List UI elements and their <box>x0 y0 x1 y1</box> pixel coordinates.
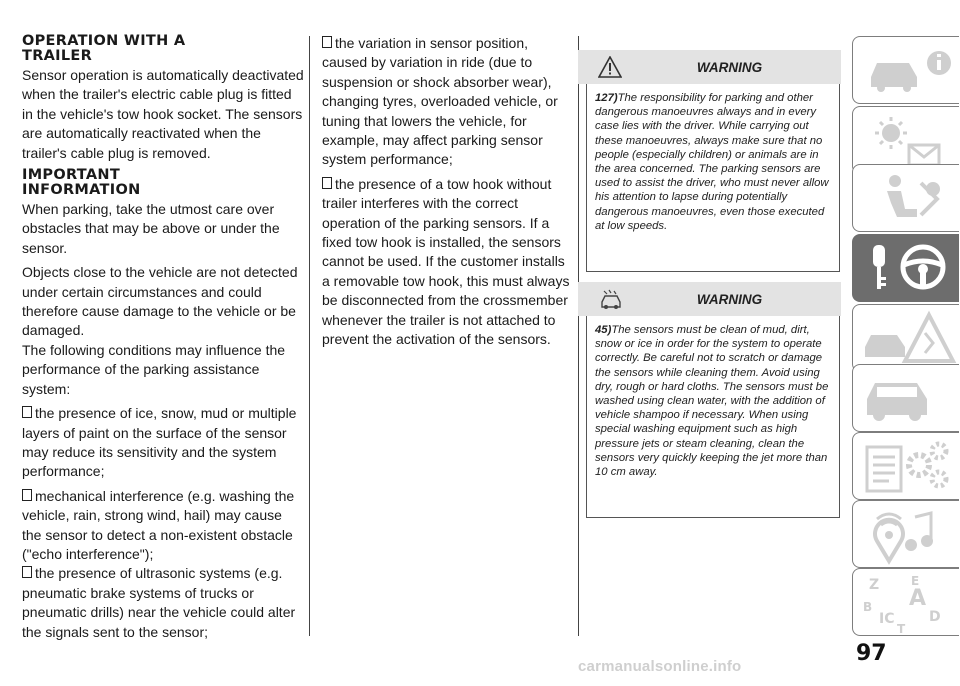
paragraph-trailer-operation: Sensor operation is automatically deactivated when the trailer's electric cable plug is fitted in the vehicle's tow hook socket. The sensors are automatically reactivated when the trailer's cable plug is removed. <box>22 67 304 161</box>
svg-text:E: E <box>911 574 920 588</box>
bullet-ice-text: the presence of ice, snow, mud or multiple layers of paint on the surface of the sensor may reduce its sensitivity and the system performance; <box>22 405 297 480</box>
tab-index[interactable] <box>852 568 959 636</box>
warning-text: The sensors must be clean of mud, dirt, snow or ice in order for the system to operate correctly. Be careful not to scratch or damage the sensors while cleaning them. Avoid using dry, rough or hard cloths. The sensors must be washed using clean water, with the addition of vehicle shampoo if necessary. When using special washing equipment such as high pressure jets or steam cleaning, clean the sensors very quickly keeping the jet more than 10 cm away. <box>595 324 829 479</box>
column-divider <box>578 36 579 636</box>
tab-technical-data[interactable] <box>852 432 959 500</box>
bullet-item <box>22 564 304 642</box>
heading-operation-with-trailer: OPERATION WITH A TRAILER <box>22 33 186 64</box>
warning-title: WARNING <box>696 60 763 75</box>
tab-starting-driving[interactable] <box>852 234 959 302</box>
car-info-icon <box>859 41 959 101</box>
paragraph-objects-not-detected: Objects close to the vehicle are not detected under certain circumstances and could therefore cause damage to the vehicle or be damaged. <box>22 264 298 339</box>
bullet-mechanical-text: mechanical interference (e.g. washing the vehicle, rain, strong wind, hail) may cause the sensor to detect a non-existent obstacle ("echo interference"); <box>22 487 295 562</box>
svg-text:IC: IC <box>879 611 895 627</box>
checkbox-bullet-icon <box>22 406 32 418</box>
column-divider <box>309 36 310 636</box>
checkbox-bullet-icon <box>322 177 332 189</box>
bullet-item <box>322 175 570 350</box>
warning-box <box>586 316 840 518</box>
tab-maintenance[interactable] <box>852 364 959 432</box>
tab-car-info[interactable] <box>852 36 959 104</box>
heading-important-information: IMPORTANT INFORMATION <box>22 167 141 199</box>
warning-title: WARNING <box>696 292 763 307</box>
specs-gears-icon <box>859 437 959 497</box>
bullet-ultrasonic-text: the presence of ultrasonic systems (e.g. pneumatic brake systems of trucks or pneumatic drills) near the vehicle could alter the signals sent to the sensor; <box>22 565 296 640</box>
warning-header <box>578 282 841 316</box>
index-letters-icon <box>859 573 959 633</box>
svg-text:T: T <box>897 622 906 633</box>
car-service-icon <box>859 369 959 429</box>
svg-text:B: B <box>863 600 873 614</box>
page-number: 97 <box>856 641 887 666</box>
warning-text: The responsibility for parking and other dangerous manoeuvres always and in every case lies with the driver. While carrying out these manoeuvres, always make sure that no people (especially children) or animals are in the area concerned. The parking sensors are used to assist the driver, who must never allow his attention to lapse during potentially dangerous manoeuvres, even those executed at low speeds. <box>595 92 829 232</box>
paragraph-parking-care: When parking, take the utmost care over obstacles that may be above or under the sensor. <box>22 201 280 256</box>
left-column <box>22 34 304 647</box>
tab-safety[interactable] <box>852 164 959 232</box>
warning-number: 45) <box>595 324 612 336</box>
checkbox-bullet-icon <box>22 566 32 578</box>
multimedia-icon <box>859 505 959 565</box>
checkbox-bullet-icon <box>322 36 332 48</box>
lights-mail-icon <box>859 111 959 171</box>
bullet-item <box>22 404 304 482</box>
paragraph-conditions: The following conditions may influence the performance of the parking assistance system: <box>22 341 286 397</box>
svg-text:A: A <box>909 586 927 611</box>
bullet-variation-text: the variation in sensor position, caused by variation in ride (due to suspension or shock absorber wear), changing tyres, overloaded vehicle, or tuning that lowers the vehicle, for example, may affect parking sensor system performance; <box>322 35 558 168</box>
seat-airbag-icon <box>859 169 959 229</box>
warning-number: 127) <box>595 92 618 104</box>
bullet-item <box>322 34 570 170</box>
svg-text:D: D <box>929 609 941 625</box>
svg-text:Z: Z <box>869 577 880 593</box>
tab-emergency[interactable] <box>852 304 959 372</box>
checkbox-bullet-icon <box>22 489 32 501</box>
car-crash-warning-icon <box>859 309 959 369</box>
key-steering-wheel-icon <box>859 239 959 299</box>
middle-column <box>322 34 570 355</box>
bullet-towhook-text: the presence of a tow hook without trailer interferes with the correct operation of the parking sensors. If a fixed tow hook is installed, the sensors cannot be used. If the customer installs a removable tow hook, this must always be disconnected from the crossmember whenever the trailer is not attached to prevent the activation of the sensors. <box>322 175 570 348</box>
warning-header <box>578 50 841 84</box>
warning-box <box>586 84 840 272</box>
tab-multimedia[interactable] <box>852 500 959 568</box>
footer-watermark: carmanualsonline.info <box>578 658 742 675</box>
bullet-item <box>22 487 304 565</box>
